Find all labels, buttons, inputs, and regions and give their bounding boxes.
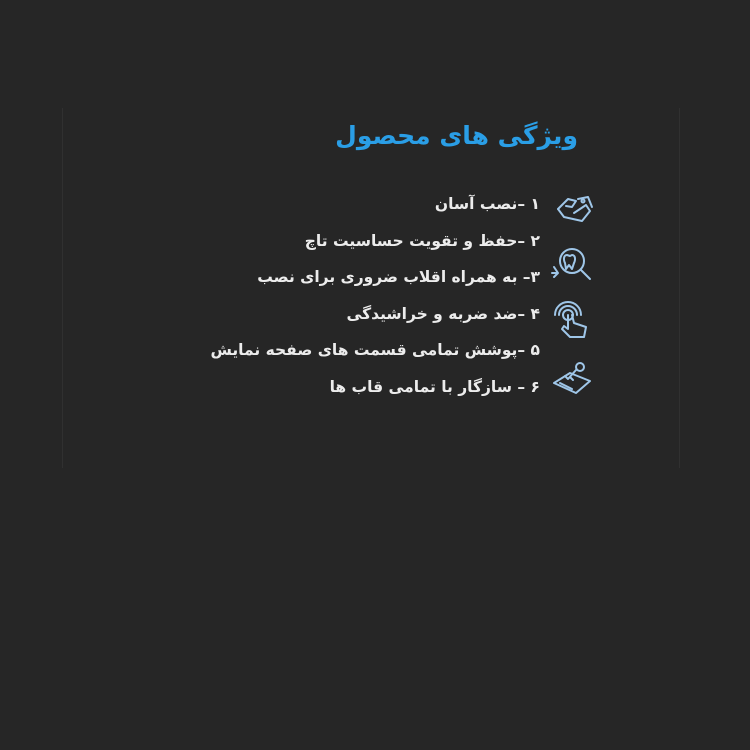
feature-item-3: ۳– به همراه اقلاب ضروری برای نصب (257, 268, 540, 286)
feature-item-2: ۲ –حفظ و تقویت حساسیت تاچ (304, 231, 540, 250)
easy-install-icon (548, 187, 596, 231)
phone-case-icon (548, 355, 596, 399)
feature-item-4: ۴ –ضد ضربه و خراشیدگی (346, 304, 540, 323)
feature-item-6: ۶ – سازگار با تمامی قاب ها (329, 377, 540, 396)
feature-item-1: ۱ –نصب آسان (434, 195, 540, 213)
tooth-search-icon (548, 243, 596, 287)
feature-list (210, 186, 540, 405)
page-title: ویژگی های محصول (335, 121, 578, 150)
feature-item-5: ۵ –پوشش تمامی قسمت های صفحه نمایش (210, 341, 540, 359)
touch-tap-icon (548, 299, 596, 343)
